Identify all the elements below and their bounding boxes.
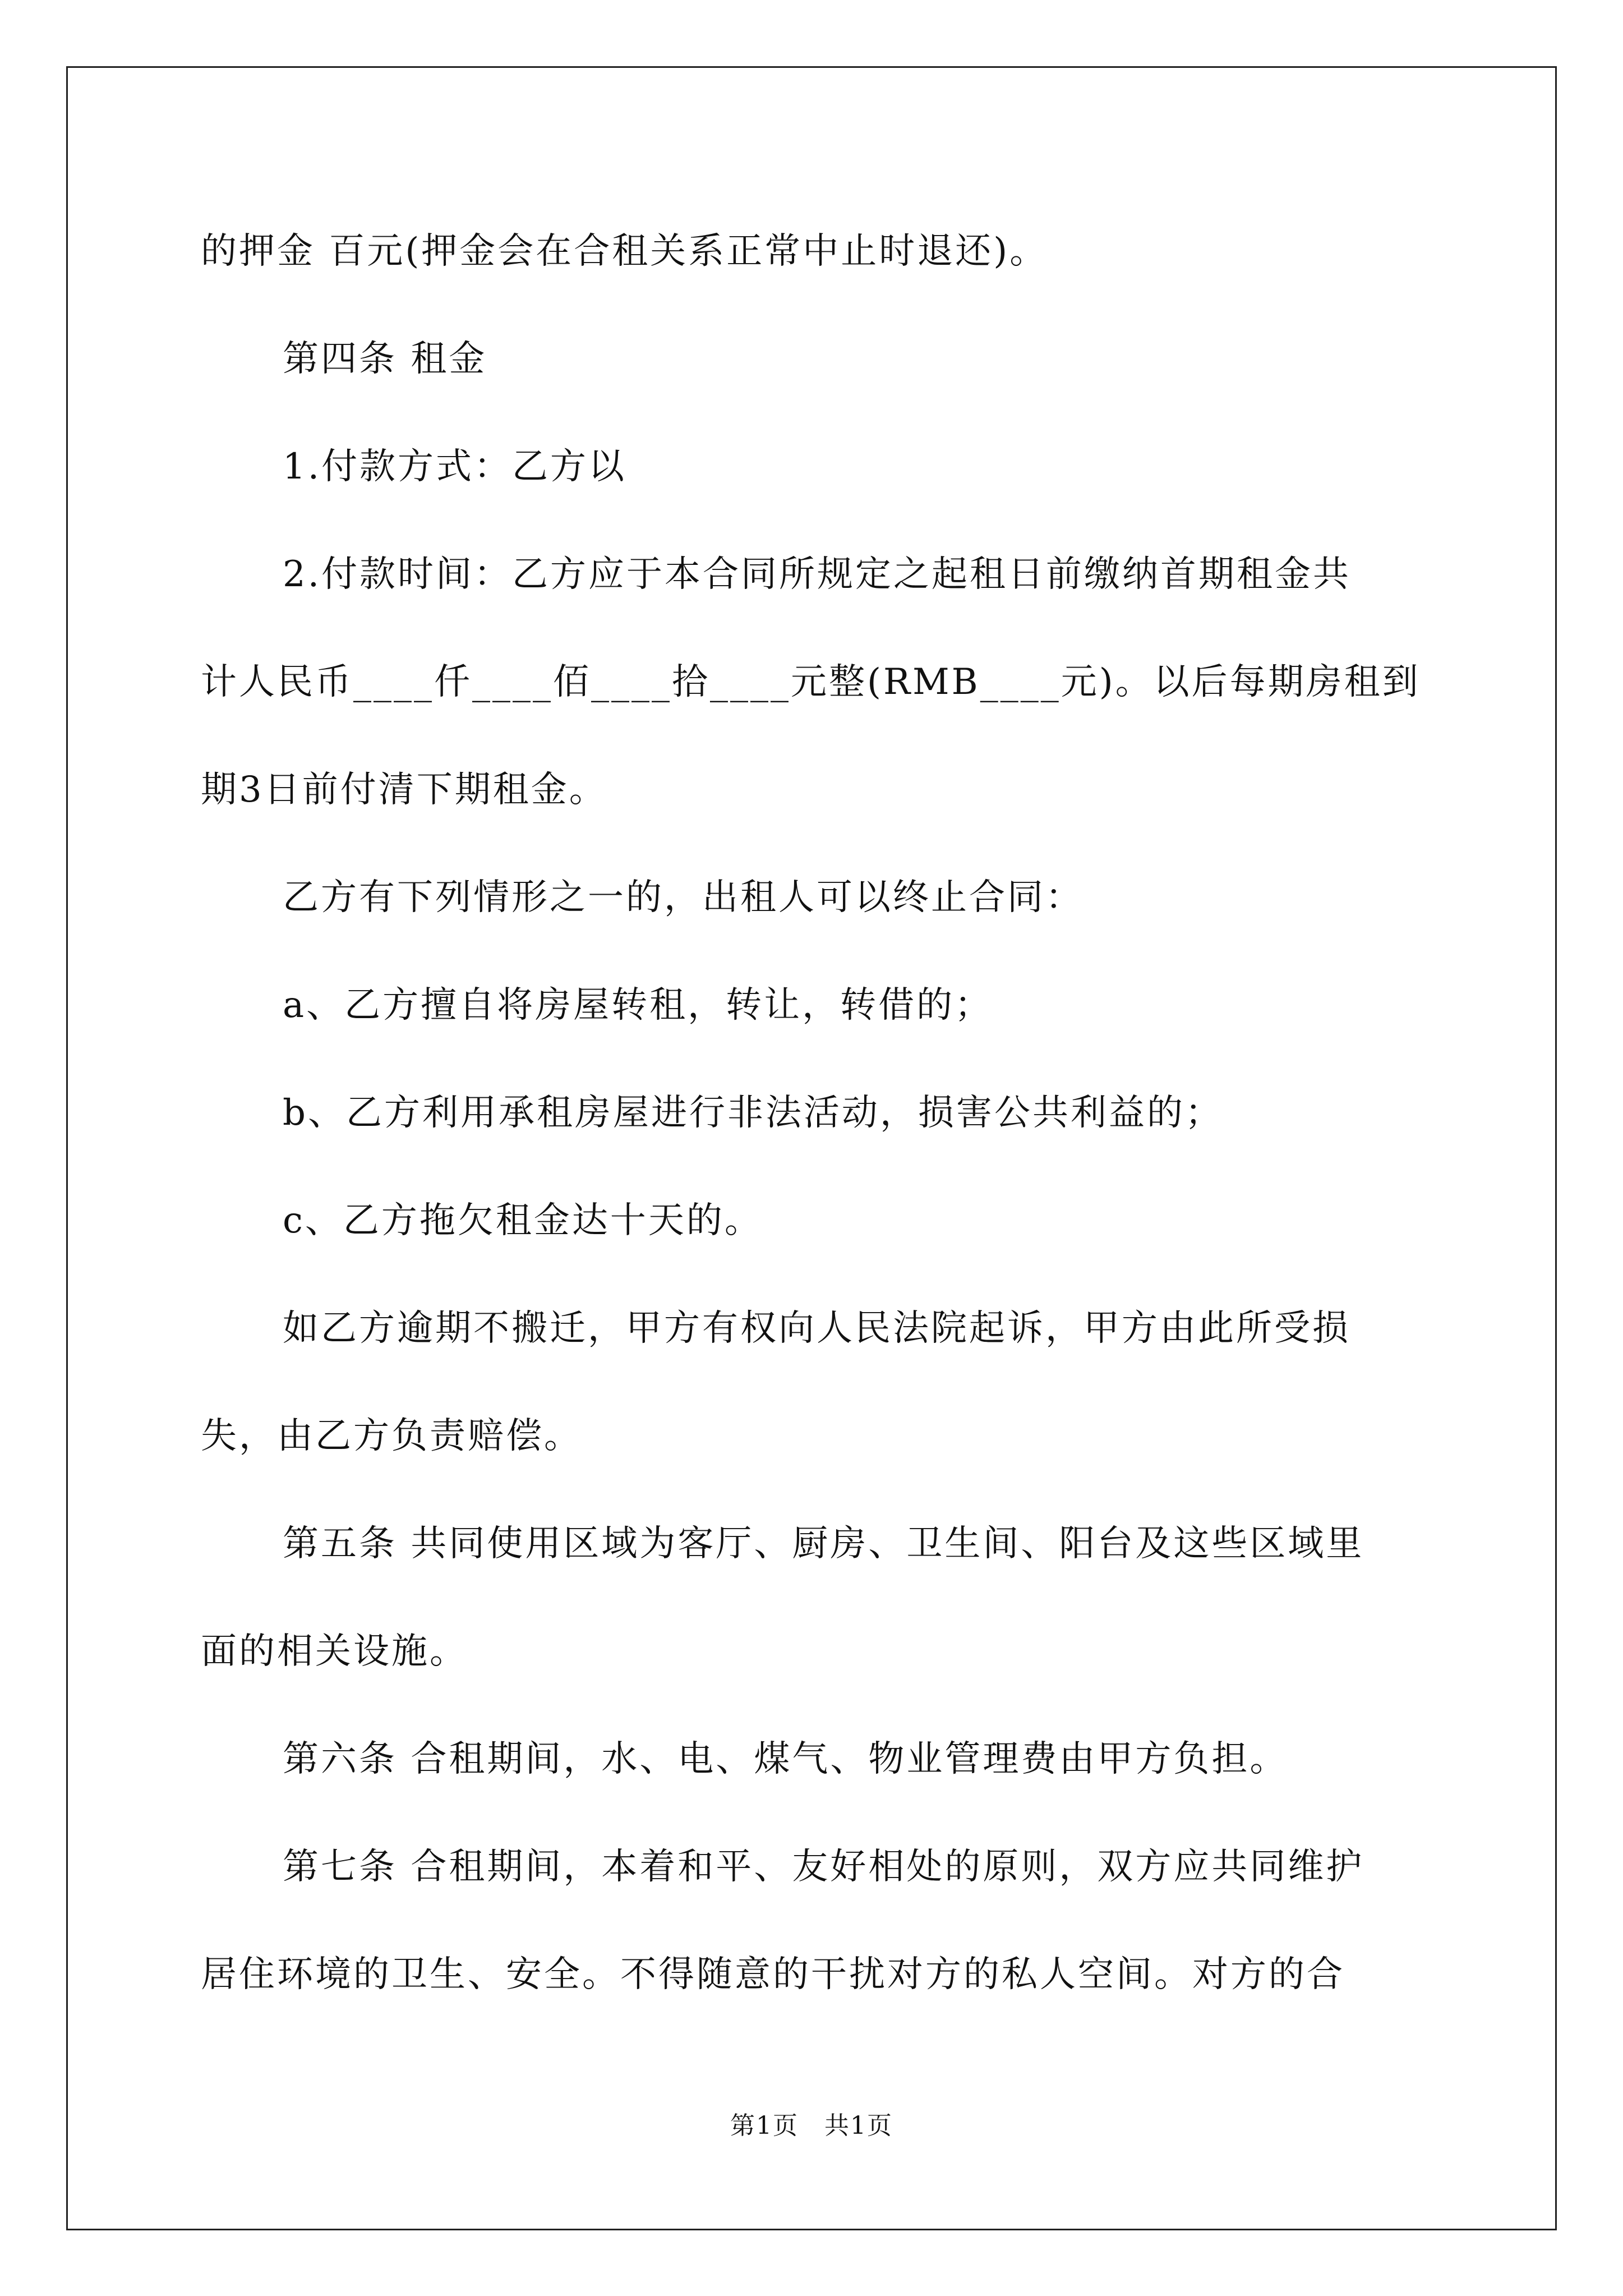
list-item: c、乙方拖欠租金达十天的。 [283, 1200, 763, 1241]
text-line: 第七条 合租期间，本着和平、友好相处的原则，双方应共同维护 [283, 1846, 1364, 1888]
text-line: 如乙方逾期不搬迁，甲方有权向人民法院起诉，甲方由此所受损 [283, 1308, 1350, 1349]
text-line: 居住环境的卫生、安全。不得随意的干扰对方的私人空间。对方的合 [201, 1954, 1345, 1995]
text-line: 第五条 共同使用区域为客厅、厨房、卫生间、阳台及这些区域里 [283, 1523, 1364, 1565]
section-heading: 第四条 租金 [283, 338, 487, 380]
page-border [66, 66, 1557, 2230]
list-item: a、乙方擅自将房屋转租，转让，转借的； [283, 984, 993, 1026]
list-item: b、乙方利用承租房屋进行非法活动，损害公共利益的； [283, 1092, 1223, 1134]
text-line: 计人民币____仟____佰____拾____元整(RMB____元)。以后每期房租到 [201, 661, 1421, 703]
text-line: 1.付款方式：乙方以 [283, 446, 627, 487]
page-footer: 第1页 共1页 [730, 2111, 893, 2140]
text-line: 第六条 合租期间，水、电、煤气、物业管理费由甲方负担。 [283, 1738, 1288, 1780]
text-line: 的押金 百元(押金会在合租关系正常中止时退还)。 [201, 231, 1048, 272]
text-line: 期3日前付清下期租金。 [201, 769, 607, 811]
text-line: 失，由乙方负责赔偿。 [201, 1415, 582, 1457]
text-line: 乙方有下列情形之一的，出租人可以终止合同： [283, 877, 1083, 918]
text-line: 2.付款时间：乙方应于本合同所规定之起租日前缴纳首期租金共 [283, 554, 1352, 595]
text-line: 面的相关设施。 [201, 1631, 468, 1672]
